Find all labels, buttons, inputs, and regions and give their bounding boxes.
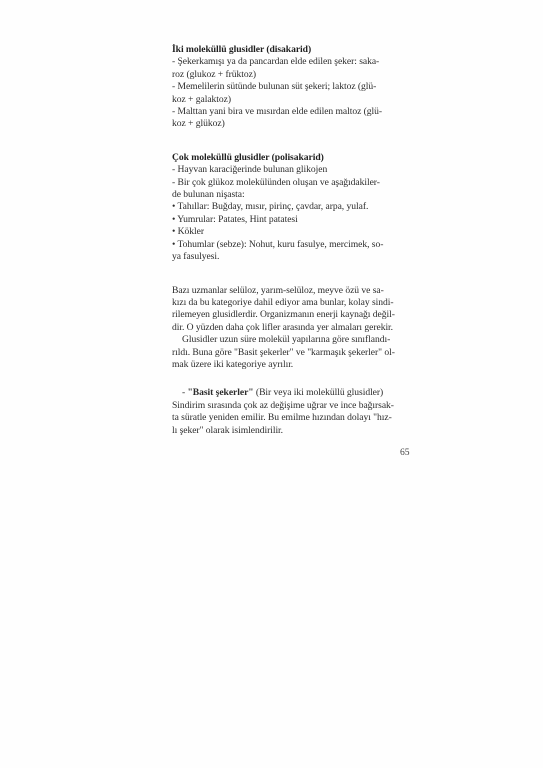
paragraph-line: kızı da bu kategoriye dahil ediyor ama bunlar, kolay sindi- [172, 296, 394, 308]
paragraph-line: dir. O yüzden daha çok lifler arasında yer almaları gerekir. [172, 321, 394, 333]
text-line: de bulunan nişasta: [172, 189, 245, 201]
text-line: - Bir çok glükoz molekülünden oluşan ve aşağıdakiler- [172, 176, 380, 188]
text-line: ya fasulyesi. [172, 251, 220, 263]
text-line: koz + galaktoz) [172, 93, 232, 105]
text-line: - Şekerkamışı ya da pancardan elde edilen şeker: saka- [172, 56, 380, 68]
page-text [172, 44, 414, 437]
paragraph-line: lı şeker" olarak isimlendirilir. [172, 424, 284, 436]
paragraph-line: mak üzere iki kategoriye ayrılır. [172, 358, 294, 370]
section-spacer [172, 131, 414, 152]
paragraph-line: Sindirim sırasında çok az değişime uğrar ve ince bağırsak- [172, 399, 394, 411]
paragraph-line: Bazı uzmanlar selüloz, yarım-selüloz, meyve özü ve sa- [172, 284, 384, 296]
text-line: koz + glükoz) [172, 118, 225, 130]
text-line: - Malttan yani bira ve mısırdan elde edilen maltoz (glü- [172, 106, 383, 118]
bullet-item: • Tohumlar (sebze): Nohut, kuru fasulye, mercimek, so- [172, 238, 384, 250]
bullet-item: • Kökler [172, 226, 204, 238]
lead-rest: (Bir veya iki moleküllü glusidler) [253, 387, 384, 399]
paragraph-line: ta süratle yeniden emilir. Bu emilme hızından dolayı "hız- [172, 412, 392, 424]
paragraph-line: rıldı. Buna göre "Basit şekerler" ve "karmaşık şekerler" ol- [172, 346, 395, 358]
bullet-item: • Yumrular: Patates, Hint patatesi [172, 213, 298, 225]
term-basit-sekerler: "Basit şekerler" [187, 387, 254, 399]
lead-prefix: - [182, 387, 188, 399]
text-line: - Hayvan karaciğerinde bulunan glikojen [172, 164, 328, 176]
section-heading-disaccharides: İki moleküllü glusidler (disakarid) [172, 44, 312, 55]
text-line: - Memelilerin sütünde bulunan süt şekeri; laktoz (glü- [172, 81, 377, 93]
text-line: roz (glukoz + früktoz) [172, 68, 256, 80]
paragraph-lead-line [172, 387, 414, 399]
paragraph-line: Glusidler uzun süre molekül yapılarına göre sınıflandı- [182, 334, 391, 346]
paragraph-line: rilemeyen glusidlerdir. Organizmanın enerji kaynağı değil- [172, 309, 395, 321]
section-spacer [172, 264, 414, 285]
page-number: 65 [400, 447, 410, 458]
section-heading-polysaccharides: Çok moleküllü glusidler (polisakarid) [172, 151, 324, 163]
section-spacer [172, 371, 414, 387]
bullet-item: • Tahıllar: Buğday, mısır, pirinç, çavdar, arpa, yulaf. [172, 201, 369, 213]
